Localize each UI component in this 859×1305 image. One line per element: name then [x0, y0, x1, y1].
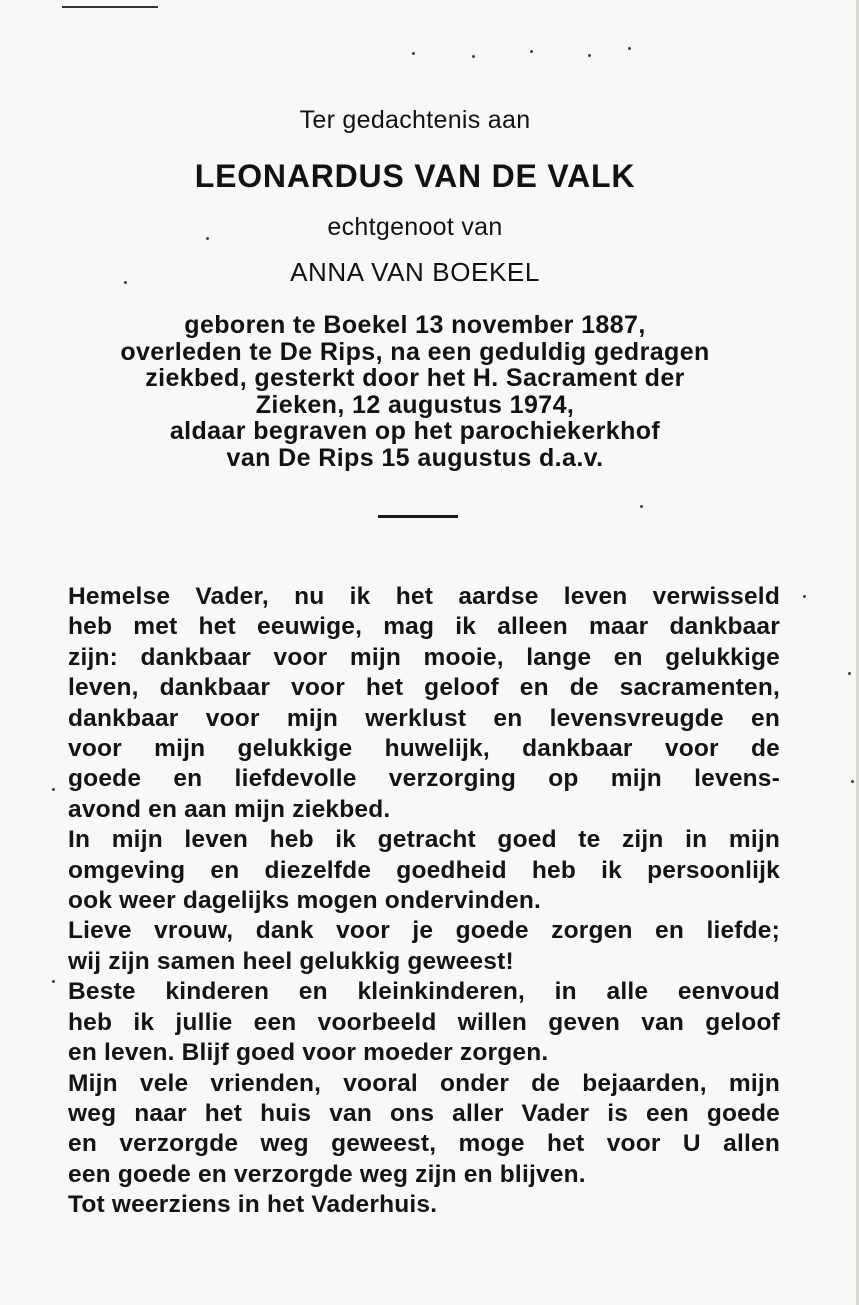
prayer-line: leven, dankbaar voor het geloof en de sacramenten,	[68, 674, 780, 702]
bio-line: aldaar begraven op het parochiekerkhof	[169, 417, 661, 445]
bio-line: ziekbed, gesterkt door het H. Sacrament der	[145, 364, 685, 392]
top-rule	[62, 6, 158, 8]
speck	[848, 672, 851, 675]
intro-line: Ter gedachtenis aan	[299, 106, 531, 134]
biography	[0, 312, 830, 471]
relation-line: echtgenoot van	[327, 213, 503, 241]
prayer-line: Hemelse Vader, nu ik het aardse leven verwisseld	[68, 583, 780, 610]
prayer-line: weg naar het huis van ons aller Vader is een goede	[68, 1099, 780, 1127]
speck	[530, 50, 533, 53]
prayer-line: avond en aan mijn ziekbed.	[68, 795, 391, 823]
bio-line: van De Rips 15 augustus d.a.v.	[226, 443, 604, 472]
prayer-text	[68, 582, 780, 1221]
speck	[412, 52, 415, 55]
speck	[803, 595, 806, 598]
speck	[628, 47, 631, 50]
prayer-line: dankbaar voor mijn werklust en levensvreugde en	[68, 704, 780, 732]
prayer-line: goede en liefdevolle verzorging op mijn levens-	[68, 765, 780, 793]
bio-line: geboren te Boekel 13 november 1887,	[184, 311, 646, 339]
prayer-line: heb met het eeuwige, mag ik alleen maar dankbaar	[68, 613, 780, 641]
prayer-line: Tot weerziens in het Vaderhuis.	[68, 1191, 438, 1219]
speck	[588, 54, 591, 57]
bio-line: Zieken, 12 augustus 1974,	[255, 390, 575, 419]
prayer-line: een goede en verzorgde weg zijn en blijven.	[68, 1160, 586, 1188]
speck	[52, 788, 55, 791]
speck	[52, 980, 55, 983]
speck	[472, 55, 475, 58]
prayer-line: wij zijn samen heel gelukkig geweest!	[68, 947, 514, 975]
prayer-line: In mijn leven heb ik getracht goed te zijn in mijn	[68, 826, 780, 854]
prayer-line: Lieve vrouw, dank voor je goede zorgen en liefde;	[68, 917, 780, 945]
prayer-line: ook weer dagelijks mogen ondervinden.	[68, 887, 542, 915]
prayer-line: omgeving en diezelfde goedheid heb ik persoonlijk	[68, 856, 780, 884]
prayer-line: en leven. Blijf goed voor moeder zorgen.	[68, 1039, 549, 1067]
speck	[640, 505, 643, 508]
prayer-line: heb ik jullie een voorbeeld willen geven van geloof	[68, 1008, 780, 1036]
prayer-line: Mijn vele vrienden, vooral onder de bejaarden, mijn	[68, 1069, 780, 1097]
prayer-line: en verzorgde weg geweest, moge het voor U allen	[68, 1130, 780, 1158]
bio-line: overleden te De Rips, na een geduldig gedragen	[120, 337, 710, 366]
spouse-name: ANNA VAN BOEKEL	[290, 257, 540, 287]
prayer-line: Beste kinderen en kleinkinderen, in alle eenvoud	[68, 978, 780, 1006]
divider-rule	[378, 515, 458, 518]
speck	[851, 780, 854, 783]
deceased-name: LEONARDUS VAN DE VALK	[194, 158, 636, 194]
prayer-line: zijn: dankbaar voor mijn mooie, lange en gelukkige	[68, 643, 780, 671]
prayer-line: voor mijn gelukkige huwelijk, dankbaar voor de	[68, 735, 780, 763]
